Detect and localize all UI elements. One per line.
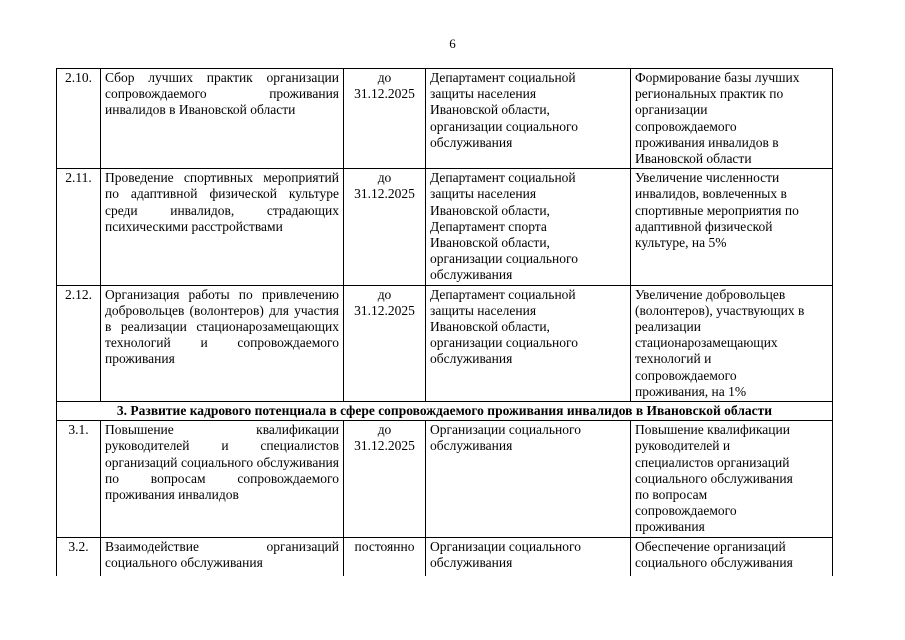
item-term: до 31.12.2025 xyxy=(344,285,426,401)
measures-table xyxy=(56,68,833,576)
item-number: 3.1. xyxy=(57,421,101,537)
table-row xyxy=(57,69,833,169)
item-term: постоянно xyxy=(344,537,426,576)
item-executors: Департамент социальной защиты населения Ивановской области, организации социального обслуживания xyxy=(426,285,631,401)
item-description: Сбор лучших практик организации сопровождаемого проживания инвалидов в Ивановской области xyxy=(101,69,344,169)
item-description: Проведение спортивных мероприятий по адаптивной физической культуре среди инвалидов, страдающих психическими расстройствами xyxy=(101,169,344,285)
item-result: Увеличение численности инвалидов, вовлеченных в спортивные мероприятия по адаптивной физической культуре, на 5% xyxy=(631,169,833,285)
table-row xyxy=(57,537,833,576)
section-header-row xyxy=(57,402,833,421)
item-executors: Департамент социальной защиты населения Ивановской области, организации социального обслуживания xyxy=(426,69,631,169)
table-row xyxy=(57,421,833,537)
item-number: 3.2. xyxy=(57,537,101,576)
item-term: до 31.12.2025 xyxy=(344,169,426,285)
item-result: Увеличение добровольцев (волонтеров), участвующих в реализации стационарозамещающих технологий и сопровождаемого проживания, на 1% xyxy=(631,285,833,401)
item-number: 2.11. xyxy=(57,169,101,285)
item-number: 2.10. xyxy=(57,69,101,169)
item-result: Обеспечение организаций социального обслуживания xyxy=(631,537,833,576)
item-description: Повышение квалификации руководителей и специалистов организаций социального обслуживания по вопросам сопровождаемого проживания инвалидов xyxy=(101,421,344,537)
item-executors: Организации социального обслуживания xyxy=(426,421,631,537)
item-executors: Департамент социальной защиты населения Ивановской области, Департамент спорта Ивановской области, организации социального обслуживания xyxy=(426,169,631,285)
item-description: Организация работы по привлечению добровольцев (волонтеров) для участия в реализации стационарозамещающих технологий и сопровождаемого проживания xyxy=(101,285,344,401)
table-row xyxy=(57,169,833,285)
item-term: до 31.12.2025 xyxy=(344,421,426,537)
item-result: Повышение квалификации руководителей и специалистов организаций социального обслуживания по вопросам сопровождаемого проживания xyxy=(631,421,833,537)
item-number: 2.12. xyxy=(57,285,101,401)
item-executors: Организации социального обслуживания xyxy=(426,537,631,576)
page-number: 6 xyxy=(449,36,456,51)
table-row xyxy=(57,285,833,401)
item-result: Формирование базы лучших региональных практик по организации сопровождаемого проживания инвалидов в Ивановской области xyxy=(631,69,833,169)
section-title: 3. Развитие кадрового потенциала в сфере сопровождаемого проживания инвалидов в Ивановской области xyxy=(57,402,833,421)
item-description: Взаимодействие организаций социального обслуживания xyxy=(101,537,344,576)
item-term: до 31.12.2025 xyxy=(344,69,426,169)
